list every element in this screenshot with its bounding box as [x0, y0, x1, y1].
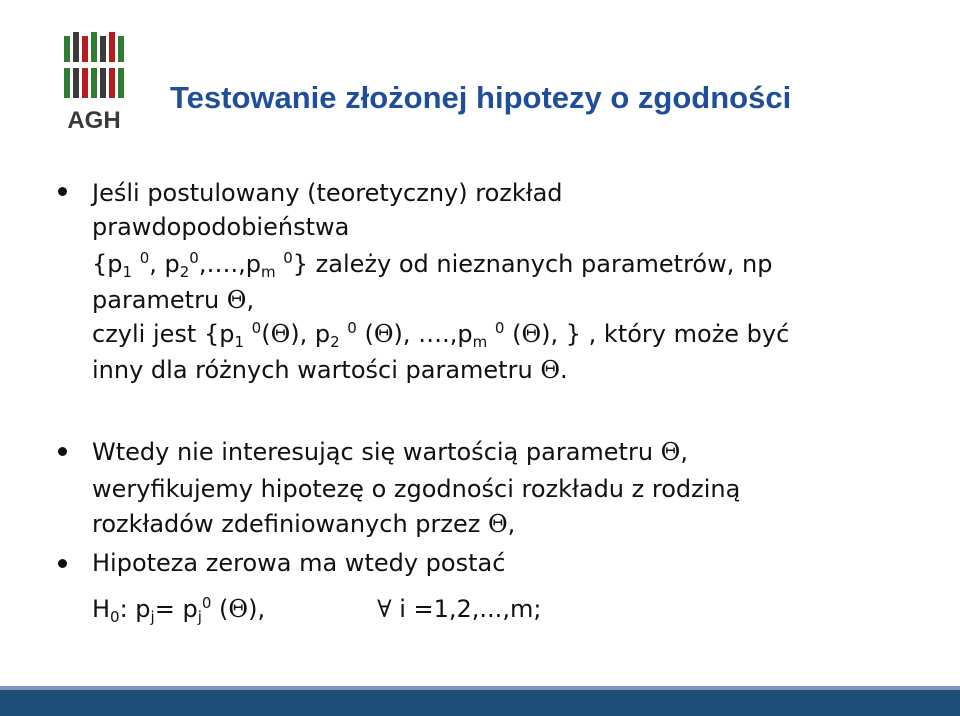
bullet-dot	[58, 447, 67, 456]
bullet2-line1: Wtedy nie interesując się wartością parametru Θ,	[92, 438, 688, 466]
bullet-dot	[58, 559, 67, 568]
hypothesis-formula: $H_0$: $p_j= p_j^0$ (Θ), ∀ i =1,2,...,m;	[92, 594, 542, 626]
bullet1-line4: parametru Θ,	[92, 286, 255, 314]
slide-title: Testowanie złożonej hipotezy o zgodności	[170, 80, 792, 115]
bullet2-line3: rozkładów zdefiniowanych przez Θ,	[92, 510, 516, 538]
bullet-dot	[58, 187, 67, 196]
bullet1-line2: prawdopodobieństwa	[92, 213, 350, 241]
forall-symbol: ∀	[377, 595, 392, 623]
bullet1-line3: {$p_1$ $^0$, $p_2^0,\dots.,p_m$ $^0$} zależy od nieznanych parametrów, np	[92, 249, 773, 281]
bullet1-line1: Jeśli postulowany (teoretyczny) rozkład	[92, 179, 563, 207]
bullet1-line5: czyli jest {$p_1$ $^0$(Θ), $p_2$ $^0$ (Θ), $\dots.,p_m$ $^0$ (Θ), } , który może być	[92, 319, 790, 351]
bullet2-line2: weryfikujemy hipotezę o zgodności rozkładu z rodziną	[92, 475, 741, 503]
theta-symbol: Θ	[226, 286, 247, 314]
bullet3-line1: Hipoteza zerowa ma wtedy postać	[92, 549, 506, 577]
logo-text: AGH	[67, 107, 121, 134]
footer-bar	[0, 690, 960, 716]
bullet1-line6: inny dla różnych wartości parametru Θ.	[92, 356, 568, 384]
